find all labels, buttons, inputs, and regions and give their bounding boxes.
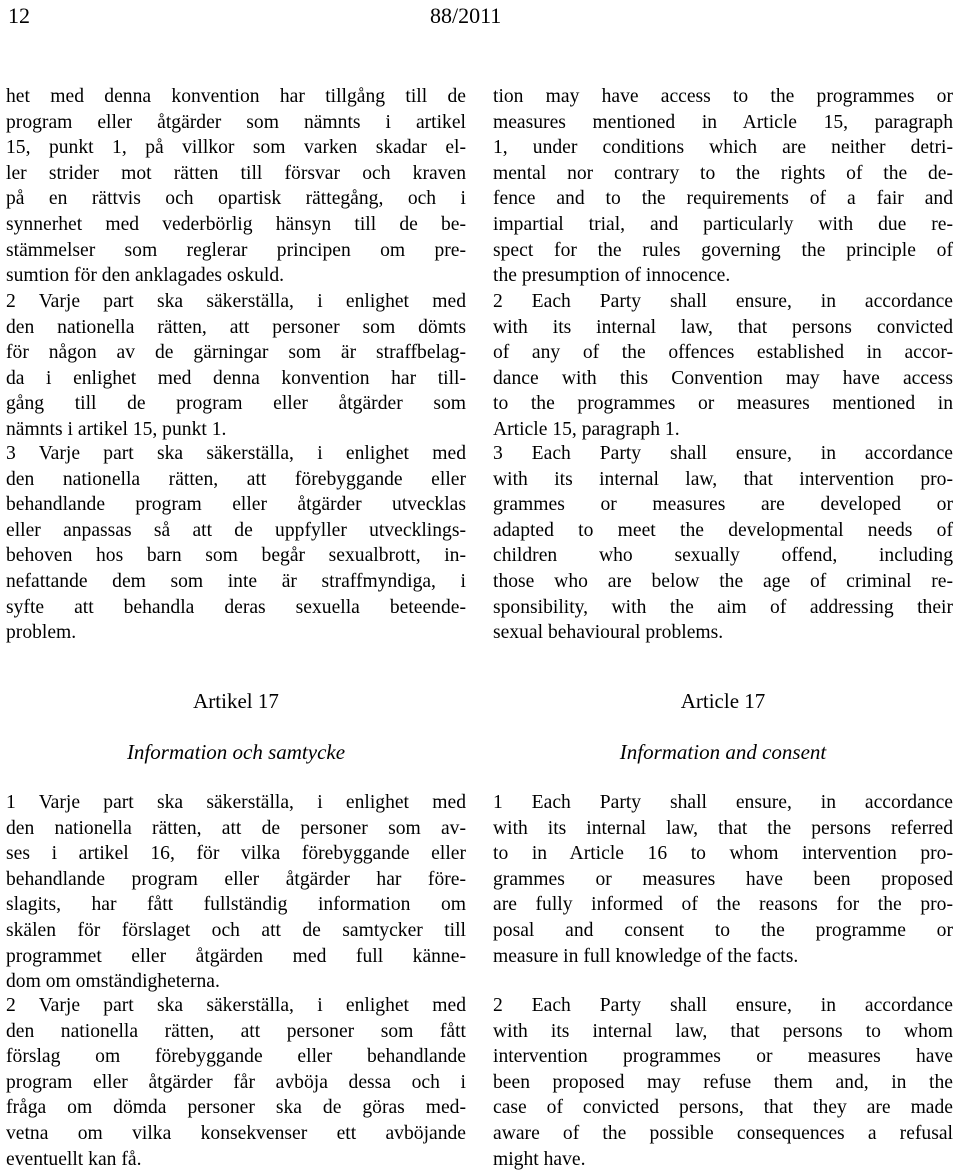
en-art17-paragraph-1	[493, 790, 953, 969]
text-line: spect for the rules governing the principle of	[493, 239, 953, 261]
text-line: those who are below the age of criminal re-	[493, 570, 953, 592]
text-line: 3 Varje part ska säkerställa, i enlighet med	[6, 443, 466, 464]
text-line: with its internal law, that persons convicted	[493, 316, 953, 338]
text-line: the presumption of innocence.	[493, 265, 731, 287]
text-line: ses i artikel 16, för vilka förebyggande eller	[6, 843, 466, 865]
text-line: 1 Each Party shall ensure, in accordance	[493, 792, 953, 813]
text-line: program eller åtgärder får avböja dessa och i	[6, 1071, 466, 1093]
text-line: sponsibility, with the aim of addressing their	[493, 596, 953, 618]
text-line: Article 15, paragraph 1.	[493, 418, 680, 440]
text-line: 1, under conditions which are neither detri-	[493, 137, 953, 159]
text-line: gång till de program eller åtgärder som	[6, 393, 466, 415]
text-line: measures mentioned in Article 15, paragraph	[493, 111, 953, 133]
en-article-subtitle: Information and consent	[619, 740, 827, 764]
text-line: den nationella rätten, att personer som dömts	[6, 316, 466, 338]
en-paragraph-2	[493, 289, 953, 443]
text-line: 2 Each Party shall ensure, in accordance	[493, 291, 953, 312]
text-line: adapted to meet the developmental needs of	[493, 519, 953, 541]
sv-article-title: Artikel 17	[193, 689, 279, 713]
text-line: nefattande dem som inte är straffmyndiga, i	[6, 570, 466, 592]
text-line: to the programmes or measures mentioned in	[493, 393, 953, 415]
sv-paragraph-2	[6, 289, 466, 443]
text-line: program eller åtgärder som nämnts i artikel	[6, 111, 466, 133]
text-line: 15, punkt 1, på villkor som varken skadar el-	[6, 137, 466, 159]
text-line: slagits, har fått fullständig information om	[6, 894, 466, 916]
text-line: 2 Varje part ska säkerställa, i enlighet med	[6, 995, 466, 1016]
document-reference: 88/2011	[430, 3, 502, 28]
text-line: problem.	[6, 622, 77, 644]
sv-art17-paragraph-2	[6, 993, 466, 1172]
text-line: den nationella rätten, att personer som fått	[6, 1020, 466, 1042]
text-line: with its internal law, that persons to whom	[493, 1020, 953, 1042]
text-line: case of convicted persons, that they are made	[493, 1097, 953, 1119]
text-line: to in Article 16 to whom intervention pro-	[493, 843, 953, 865]
en-paragraph-3	[493, 441, 953, 646]
text-line: dance with this Convention may have access	[493, 367, 953, 389]
text-line: da i enlighet med denna konvention har till-	[6, 367, 466, 389]
text-line: den nationella rätten, att de personer som av-	[6, 817, 466, 839]
text-line: might have.	[493, 1148, 586, 1170]
text-line: tion may have access to the programmes or	[493, 86, 953, 107]
text-line: het med denna konvention har tillgång till de	[6, 86, 466, 107]
sv-continuation-paragraph	[6, 84, 466, 289]
text-line: posal and consent to the programme or	[493, 919, 953, 941]
text-line: programmet eller åtgärden med full känne-	[6, 945, 466, 967]
text-line: 2 Each Party shall ensure, in accordance	[493, 995, 953, 1016]
text-line: 1 Varje part ska säkerställa, i enlighet med	[6, 792, 466, 813]
text-line: eller anpassas så att de uppfyller utvecklings-	[6, 519, 466, 541]
text-line: grammes or measures are developed or	[493, 494, 953, 516]
text-line: 3 Each Party shall ensure, in accordance	[493, 443, 953, 464]
text-line: mental nor contrary to the rights of the de-	[493, 162, 953, 184]
text-line: dom om omständigheterna.	[6, 971, 220, 993]
page-number: 12	[8, 3, 30, 28]
text-line: sumtion för den anklagades oskuld.	[6, 265, 285, 287]
text-line: been proposed may refuse them and, in the	[493, 1071, 953, 1093]
text-line: with its internal law, that the persons referred	[493, 817, 953, 839]
sv-art17-paragraph-1	[6, 790, 466, 995]
text-line: of any of the offences established in accor-	[493, 342, 953, 364]
en-continuation-paragraph	[493, 84, 953, 289]
text-line: fråga om dömda personer ska de göras med-	[6, 1097, 466, 1119]
text-line: 2 Varje part ska säkerställa, i enlighet med	[6, 291, 466, 312]
text-line: eventuellt kan få.	[6, 1148, 142, 1170]
sv-paragraph-3	[6, 441, 466, 646]
text-line: intervention programmes or measures have	[493, 1046, 953, 1068]
en-art17-paragraph-2	[493, 993, 953, 1172]
text-line: measure in full knowledge of the facts.	[493, 945, 799, 967]
text-line: behoven hos barn som begår sexualbrott, in-	[6, 545, 466, 567]
text-line: sexual behavioural problems.	[493, 622, 724, 644]
text-line: behandlande program eller åtgärder har före-	[6, 868, 466, 890]
text-line: stämmelser som reglerar principen om pre-	[6, 239, 466, 261]
text-line: vetna om vilka konsekvenser ett avböjande	[6, 1122, 466, 1144]
text-line: impartial trial, and particularly with due re-	[493, 213, 953, 235]
sv-article-subtitle: Information och samtycke	[126, 740, 346, 764]
text-line: are fully informed of the reasons for the pro-	[493, 894, 953, 916]
text-line: skälen för förslaget och att de samtycker till	[6, 919, 466, 941]
text-line: ler strider mot rätten till försvar och kraven	[6, 162, 466, 184]
en-article-title: Article 17	[680, 689, 766, 713]
text-line: syfte att behandla deras sexuella beteende-	[6, 596, 466, 618]
text-line: synnerhet med vederbörlig hänsyn till de be-	[6, 213, 466, 235]
text-line: på en rättvis och opartisk rättegång, och i	[6, 188, 466, 210]
text-line: with its internal law, that intervention pro-	[493, 468, 953, 490]
text-line: fence and to the requirements of a fair and	[493, 188, 953, 210]
text-line: children who sexually offend, including	[493, 545, 953, 567]
text-line: för någon av de gärningar som är straffbelag-	[6, 342, 466, 364]
text-line: nämnts i artikel 15, punkt 1.	[6, 418, 227, 440]
text-line: aware of the possible consequences a refusal	[493, 1122, 953, 1144]
text-line: den nationella rätten, att förebyggande eller	[6, 468, 466, 490]
text-line: behandlande program eller åtgärder utvecklas	[6, 494, 466, 516]
text-line: förslag om förebyggande eller behandlande	[6, 1046, 466, 1068]
text-line: grammes or measures have been proposed	[493, 868, 953, 890]
